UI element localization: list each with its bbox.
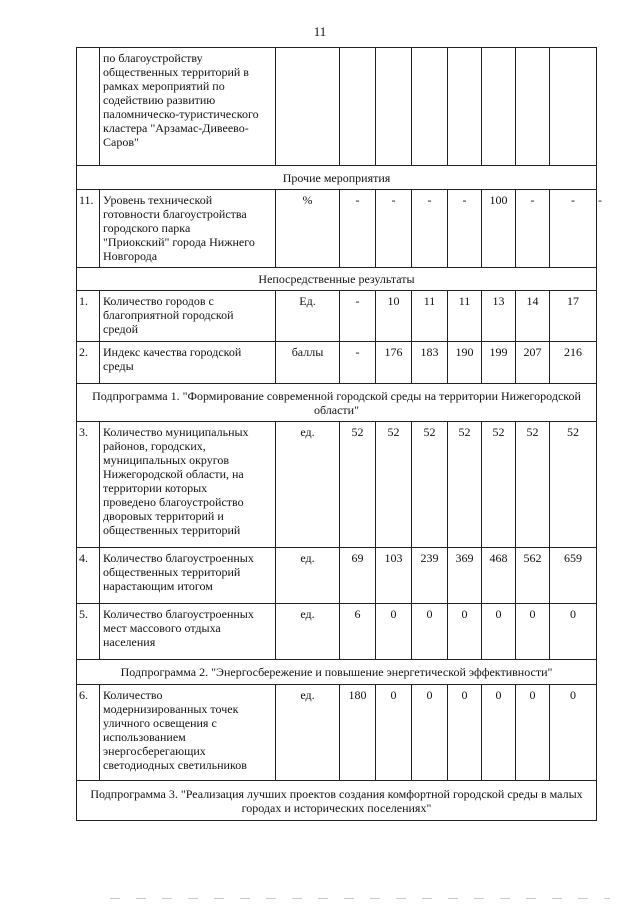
table-row — [77, 342, 597, 384]
value-cell — [550, 48, 597, 166]
unit-cell: ед. — [276, 685, 340, 781]
value-cell: 14 — [516, 291, 550, 342]
value-cell: - — [340, 291, 376, 342]
value-cell: 52 — [550, 422, 597, 548]
value-cell: 659 — [550, 548, 597, 604]
value-cell: 239 — [412, 548, 448, 604]
row-number: 4. — [77, 548, 100, 604]
value-cell: 199 — [482, 342, 516, 384]
value-cell: 207 — [516, 342, 550, 384]
section-row — [77, 268, 597, 291]
value-cell: - — [516, 190, 550, 268]
value-cell: 100 — [482, 190, 516, 268]
table-row — [77, 422, 597, 548]
value-cell: 0 — [448, 604, 482, 660]
indicator-name: Индекс качества городской среды — [100, 342, 276, 384]
value-cell: 176 — [376, 342, 412, 384]
value-cell: 183 — [412, 342, 448, 384]
value-cell: 468 — [482, 548, 516, 604]
value-cell: - — [376, 190, 412, 268]
value-cell: 0 — [516, 604, 550, 660]
value-cell: 13 — [482, 291, 516, 342]
indicators-table — [76, 47, 602, 821]
table-row — [77, 548, 597, 604]
section-subprogram-2: Подпрограмма 2. "Энергосбережение и повышение энергетической эффективности" — [77, 660, 597, 685]
value-cell: 216 — [550, 342, 597, 384]
value-cell: 11 — [448, 291, 482, 342]
value-cell: 17 — [550, 291, 597, 342]
value-cell: 0 — [550, 604, 597, 660]
value-cell: 52 — [448, 422, 482, 548]
unit-cell: ед. — [276, 422, 340, 548]
section-row — [77, 166, 597, 190]
value-cell: 52 — [340, 422, 376, 548]
section-row — [77, 660, 597, 685]
indicator-name: Уровень технической готовности благоустройства городского парка "Приокский" города Нижнего Новгорода — [100, 190, 276, 268]
value-cell: 562 — [516, 548, 550, 604]
value-cell: 52 — [516, 422, 550, 548]
row-number: 1. — [77, 291, 100, 342]
table-row — [77, 685, 597, 781]
row-number: 11. — [77, 190, 100, 268]
value-cell: 0 — [516, 685, 550, 781]
value-cell: 0 — [550, 685, 597, 781]
unit-cell — [276, 48, 340, 166]
row-number: 3. — [77, 422, 100, 548]
table-row — [77, 48, 597, 166]
value-cell: 0 — [412, 685, 448, 781]
section-direct-results: Непосредственные результаты — [77, 268, 597, 291]
value-cell — [376, 48, 412, 166]
section-row — [77, 384, 597, 422]
indicator-name: по благоустройству общественных территорий в рамках мероприятий по содействию развитию паломническо-туристического кластера "Арзамас-Дивеево- Саров" — [100, 48, 276, 166]
row-number: 2. — [77, 342, 100, 384]
section-subprogram-3: Подпрограмма 3. "Реализация лучших проектов создания комфортной городской среды в малых городах и исторических поселениях" — [77, 781, 597, 821]
value-cell — [340, 48, 376, 166]
unit-cell: ед. — [276, 548, 340, 604]
value-cell — [482, 48, 516, 166]
value-cell: 0 — [412, 604, 448, 660]
value-cell: - — [448, 190, 482, 268]
value-cell: 10 — [376, 291, 412, 342]
value-cell: 52 — [376, 422, 412, 548]
value-cell: - — [412, 190, 448, 268]
value-cell: 52 — [482, 422, 516, 548]
indicator-name: Количество муниципальных районов, городских, муниципальных округов Нижегородской области, на территории которых проведено благоустройство дворовых территорий и общественных территорий — [100, 422, 276, 548]
value-cell: 103 — [376, 548, 412, 604]
indicator-name: Количество модернизированных точек уличного освещения с использованием энергосберегающих светодиодных светильников — [100, 685, 276, 781]
unit-cell: Ед. — [276, 291, 340, 342]
value-cell — [412, 48, 448, 166]
indicator-name: Количество благоустроенных мест массового отдыха населения — [100, 604, 276, 660]
unit-cell: % — [276, 190, 340, 268]
section-other-measures: Прочие мероприятия — [77, 166, 597, 190]
row-number: 5. — [77, 604, 100, 660]
row-number — [77, 48, 100, 166]
value-cell: 6 — [340, 604, 376, 660]
value-cell — [516, 48, 550, 166]
section-row — [77, 781, 597, 821]
row-number: 6. — [77, 685, 100, 781]
value-cell: 0 — [482, 685, 516, 781]
value-cell: 69 — [340, 548, 376, 604]
table-row — [77, 604, 597, 660]
value-cell: 180 — [340, 685, 376, 781]
value-cell: 0 — [482, 604, 516, 660]
value-cell — [448, 48, 482, 166]
value-cell: - — [550, 190, 597, 268]
indicator-name: Количество городов с благоприятной городской средой — [100, 291, 276, 342]
value-cell: - — [340, 342, 376, 384]
value-cell: - — [340, 190, 376, 268]
section-subprogram-1: Подпрограмма 1. "Формирование современной городской среды на территории Нижегородской области" — [77, 384, 597, 422]
value-cell: 11 — [412, 291, 448, 342]
value-cell: 0 — [376, 685, 412, 781]
value-cell: 0 — [376, 604, 412, 660]
value-cell: 369 — [448, 548, 482, 604]
scan-artifact-line — [110, 898, 610, 899]
unit-cell: ед. — [276, 604, 340, 660]
indicator-name: Количество благоустроенных общественных территорий нарастающим итогом — [100, 548, 276, 604]
table-row: 11. Уровень технической готовности благоустройства городского парка "Приокский" города Нижнего Новгорода % - - - - 100 - - - — [77, 190, 597, 268]
value-cell: 190 — [448, 342, 482, 384]
value-cell: 52 — [412, 422, 448, 548]
value-cell: 0 — [448, 685, 482, 781]
page-number: 11 — [313, 24, 327, 39]
unit-cell: баллы — [276, 342, 340, 384]
table-row — [77, 291, 597, 342]
